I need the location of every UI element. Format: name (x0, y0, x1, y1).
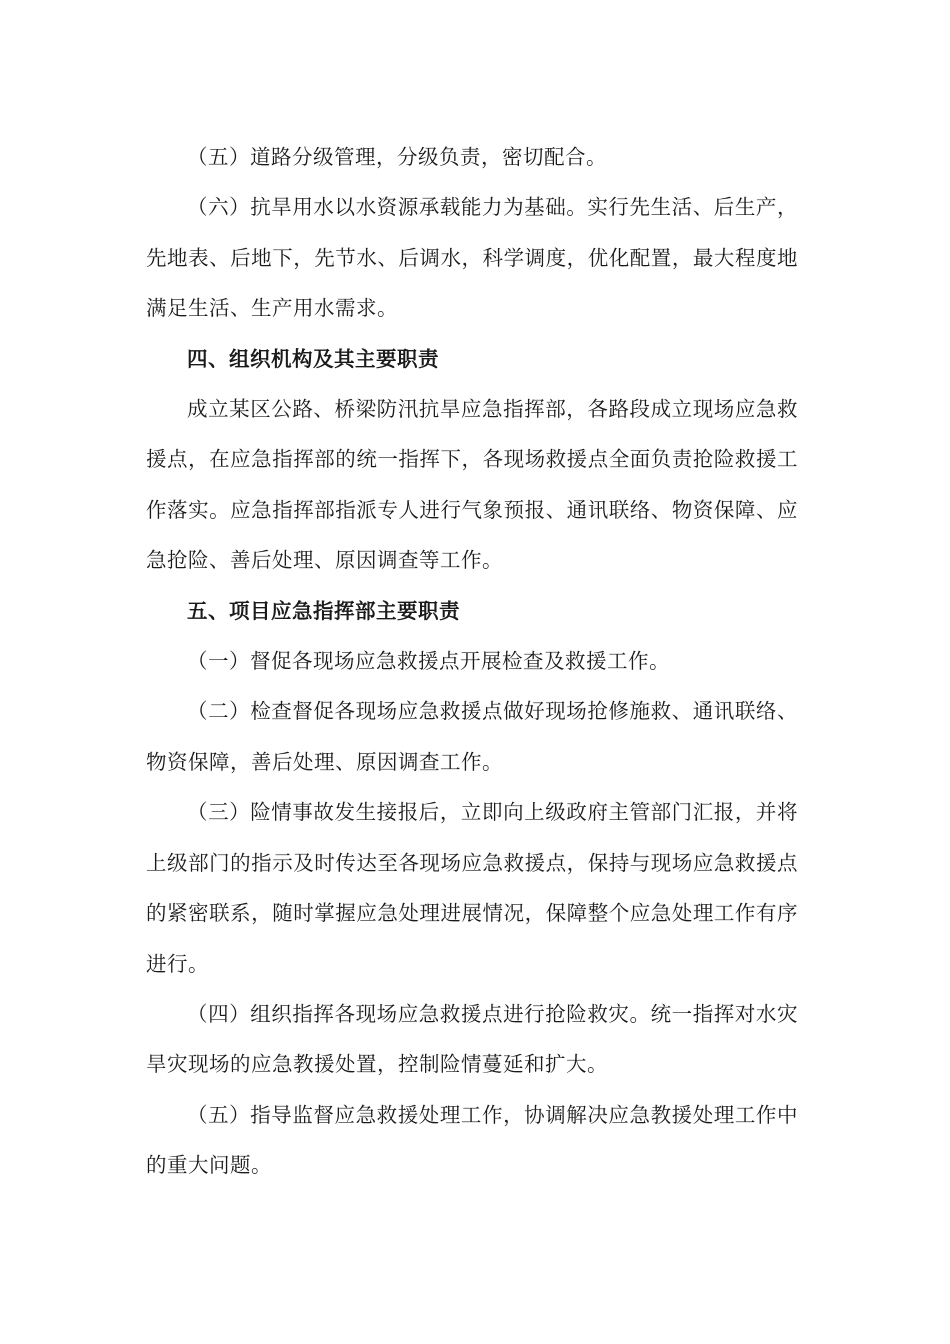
duty-item-3: （三）险情事故发生接报后，立即向上级政府主管部门汇报，并将上级部门的指示及时传达至各现场应急救援点，保持与现场应急救援点的紧密联系，随时掌握应急处理进展情况，保障整个应急处理工作有序进行。 (146, 800, 798, 976)
paragraph-5-road-management: （五）道路分级管理，分级负责，密切配合。 (187, 145, 607, 169)
duty-item-5: （五）指导监督应急救援处理工作，协调解决应急教援处理工作中的重大问题。 (146, 1102, 798, 1178)
paragraph-6-drought-water-use: （六）抗旱用水以水资源承载能力为基础。实行先生活、后生产，先地表、后地下，先节水、后调水，科学调度，优化配置，最大程度地满足生活、生产用水需求。 (146, 195, 798, 321)
duty-item-2: （二）检查督促各现场应急救援点做好现场抢修施救、通讯联络、物资保障，善后处理、原因调查工作。 (146, 699, 798, 774)
document-body (146, 132, 798, 1191)
duty-item-4: （四）组织指挥各现场应急救援点进行抢险救灾。统一指挥对水灾旱灾现场的应急教援处置，控制险情蔓延和扩大。 (146, 1001, 798, 1077)
section-heading-command-duties: 五、项目应急指挥部主要职责 (187, 598, 460, 623)
paragraph-organization-body: 成立某区公路、桥梁防汛抗旱应急指挥部，各路段成立现场应急救援点，在应急指挥部的统一指挥下，各现场救援点全面负责抢险救援工作落实。应急指挥部指派专人进行气象预报、通讯联络、物资保障、应急抢险、善后处理、原因调查等工作。 (146, 397, 798, 573)
section-heading-organization: 四、组织机构及其主要职责 (187, 346, 439, 371)
duty-item-1: （一）督促各现场应急救援点开展检查及救援工作。 (187, 649, 670, 674)
